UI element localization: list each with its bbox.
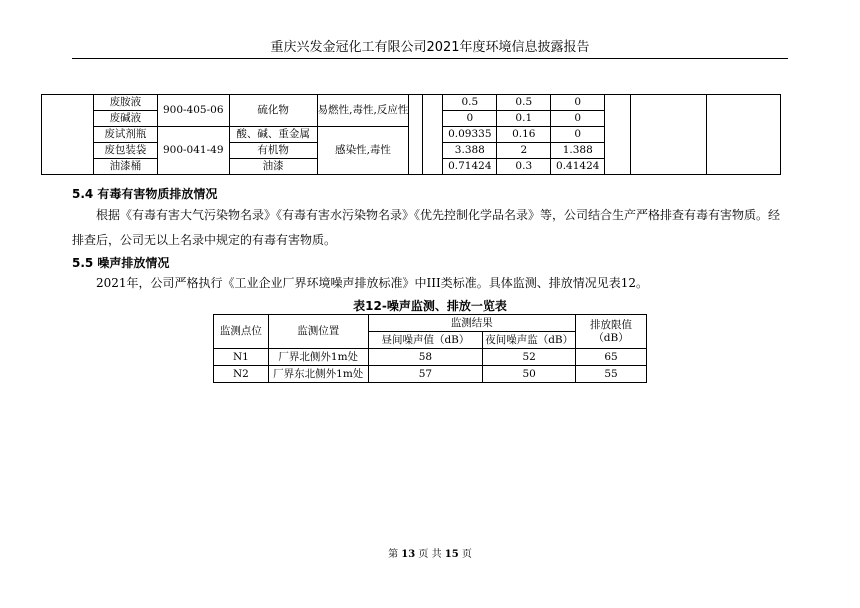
table-cell-blank	[423, 95, 443, 175]
value-cell: 3.388	[443, 143, 497, 159]
day-value-cell: 57	[368, 366, 483, 383]
location-cell: 厂界东北侧外1m处	[268, 366, 368, 383]
waste-code-cell: 900-405-06	[157, 95, 229, 127]
value-cell: 0.3	[497, 159, 551, 175]
footer-middle: 页 共	[418, 549, 442, 560]
table-cell-blank	[605, 95, 631, 175]
table-row	[214, 366, 647, 383]
waste-component-cell: 硫化物	[229, 95, 317, 127]
location-cell: 厂界北侧外1m处	[268, 349, 368, 366]
table-cell-blank	[631, 95, 707, 175]
night-value-cell: 52	[483, 349, 576, 366]
header-day: 昼间噪声值（dB）	[368, 332, 483, 349]
waste-hazard-cell: 易燃性,毒性,反应性	[317, 95, 409, 127]
point-cell: N1	[214, 349, 269, 366]
waste-name-cell: 油漆桶	[93, 159, 157, 175]
report-title: 重庆兴发金冠化工有限公司2021年度环境信息披露报告	[270, 40, 590, 55]
table-cell-blank	[42, 95, 94, 175]
limit-cell: 55	[576, 366, 647, 383]
value-cell: 2	[497, 143, 551, 159]
value-cell: 0	[551, 127, 605, 143]
total-page-number: 15	[444, 549, 459, 560]
table-header-row	[214, 315, 647, 332]
page-footer	[0, 545, 860, 560]
header-limit: 排放限值（dB）	[576, 315, 647, 349]
value-cell: 0.71424	[443, 159, 497, 175]
header-night: 夜间噪声监（dB）	[483, 332, 576, 349]
value-cell: 0	[551, 95, 605, 111]
header-result: 监测结果	[368, 315, 576, 332]
header-location: 监测位置	[268, 315, 368, 349]
waste-name-cell: 废胺液	[93, 95, 157, 111]
value-cell: 0.1	[497, 111, 551, 127]
limit-cell: 65	[576, 349, 647, 366]
value-cell: 0.09335	[443, 127, 497, 143]
waste-component-cell: 酸、碱、重金属	[229, 127, 317, 143]
table-row	[214, 349, 647, 366]
night-value-cell: 50	[483, 366, 576, 383]
current-page-number: 13	[401, 549, 416, 560]
value-cell: 0	[551, 111, 605, 127]
paragraph-noise: 2021年，公司严格执行《工业企业厂界环境噪声排放标准》中III类标准。具体监测、排放情况见表12。	[96, 276, 649, 290]
header-point: 监测点位	[214, 315, 269, 349]
waste-code-cell: 900-041-49	[157, 127, 229, 175]
point-cell: N2	[214, 366, 269, 383]
table-row	[42, 95, 781, 111]
value-cell: 0.41424	[551, 159, 605, 175]
value-cell: 0	[443, 111, 497, 127]
value-cell: 0.5	[443, 95, 497, 111]
section-heading-toxic: 5.4 有毒有害物质排放情况	[72, 187, 218, 201]
value-cell: 0.5	[497, 95, 551, 111]
footer-suffix: 页	[461, 549, 472, 560]
hazardous-waste-table	[41, 94, 781, 175]
paragraph-toxic: 根据《有毒有害大气污染物名录》《有毒有害水污染物名录》《优先控制化学品名录》等，公司结合生产严格排查有毒有害物质。经排查后，公司无以上名录中规定的有毒有害物质。	[72, 208, 781, 247]
noise-monitoring-table	[213, 314, 647, 383]
section-heading-noise: 5.5 噪声排放情况	[72, 256, 170, 270]
table-cell-blank	[409, 95, 423, 175]
waste-component-cell: 有机物	[229, 143, 317, 159]
value-cell: 0.16	[497, 127, 551, 143]
waste-component-cell: 油漆	[229, 159, 317, 175]
waste-name-cell: 废碱液	[93, 111, 157, 127]
day-value-cell: 58	[368, 349, 483, 366]
footer-prefix: 第	[388, 549, 399, 560]
header-divider	[72, 58, 788, 59]
value-cell: 1.388	[551, 143, 605, 159]
waste-name-cell: 废包装袋	[93, 143, 157, 159]
waste-name-cell: 废试剂瓶	[93, 127, 157, 143]
waste-hazard-cell: 感染性,毒性	[317, 127, 409, 175]
table-cell-blank	[707, 95, 781, 175]
table-caption: 表12-噪声监测、排放一览表	[353, 299, 507, 313]
